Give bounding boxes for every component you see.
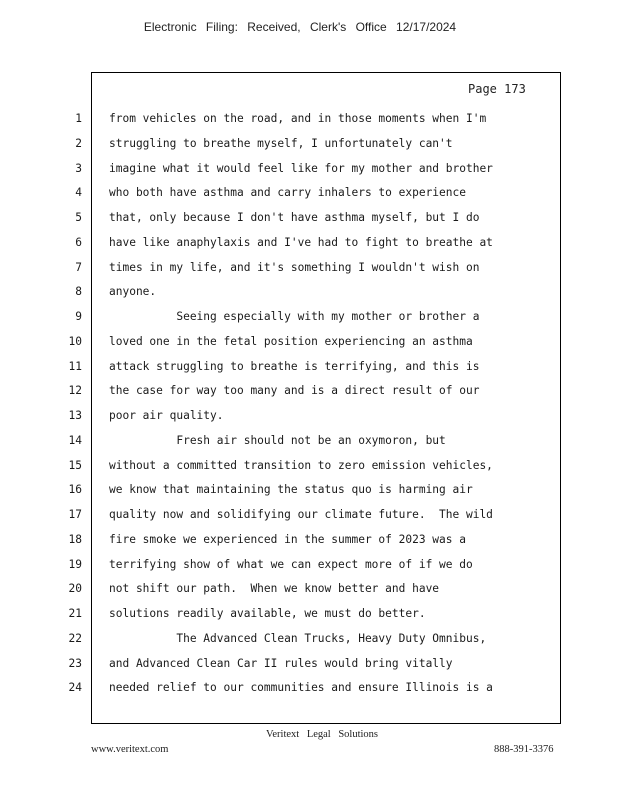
line-text: who both have asthma and carry inhalers to experience [109,186,466,200]
line-text: times in my life, and it's something I wouldn't wish on [109,260,480,274]
line-number: 1 [75,112,82,125]
transcript-line [0,183,618,203]
transcript-line [0,307,618,327]
line-number: 15 [68,458,82,472]
footer-website: www.veritext.com [91,744,169,755]
filing-stamp: Electronic Filing: Received, Clerk's Office 12/17/2024 [143,20,457,34]
line-text: from vehicles on the road, and in those moments when I'm [109,112,487,125]
transcript-line [0,629,618,649]
line-number: 5 [75,211,82,224]
transcript-line [0,258,618,278]
line-number: 8 [75,285,82,299]
transcript-line [0,233,618,253]
transcript-line [0,678,618,698]
line-text: needed relief to our communities and ensure Illinois is a [109,681,493,695]
line-number: 2 [75,136,82,150]
line-text: quality now and solidifying our climate future. The wild [109,508,493,521]
line-text: attack struggling to breathe is terrifying, and this is [109,359,480,373]
line-number: 12 [68,384,82,398]
line-number: 9 [75,310,82,323]
line-number: 13 [68,409,82,422]
line-text: fire smoke we experienced in the summer of 2023 was a [109,532,466,546]
line-text: loved one in the fetal position experiencing an asthma [109,334,473,348]
transcript-line [0,456,618,476]
line-number: 18 [68,532,82,546]
line-text: The Advanced Clean Trucks, Heavy Duty Omnibus, [109,631,487,645]
line-number: 3 [75,161,82,175]
transcript-line [0,555,618,575]
transcript-line [0,505,618,525]
line-text: without a committed transition to zero emission vehicles, [109,458,493,472]
transcript-line [0,480,618,500]
transcript-line [0,134,618,154]
line-number: 14 [68,433,82,447]
line-number: 17 [68,508,82,521]
transcript-line [0,159,618,179]
transcript-line [0,332,618,352]
page-number: Page 173 [468,82,526,96]
line-text: Seeing especially with my mother or brother a [109,310,480,323]
line-text: the case for way too many and is a direct result of our [109,384,480,398]
footer-company: Veritext Legal Solutions [265,729,379,740]
transcript-line [0,579,618,599]
line-text: terrifying show of what we can expect more of if we do [109,557,473,571]
line-text: struggling to breathe myself, I unfortunately can't [109,136,453,150]
line-number: 4 [75,186,82,200]
line-number: 23 [68,656,82,670]
transcript-line [0,282,618,302]
transcript-line [0,208,618,228]
line-text: imagine what it would feel like for my mother and brother [109,161,493,175]
line-text: anyone. [109,285,157,299]
line-number: 11 [68,359,82,373]
transcript-line [0,604,618,624]
transcript-line [0,109,618,129]
line-text: not shift our path. When we know better and have [109,582,440,596]
transcript-line [0,357,618,377]
line-number: 22 [68,631,82,645]
transcript-line [0,406,618,426]
line-text: that, only because I don't have asthma myself, but I do [109,211,480,224]
line-number: 19 [68,557,82,571]
transcript-line [0,530,618,550]
line-text: poor air quality. [109,409,224,422]
transcript-line [0,654,618,674]
line-text: and Advanced Clean Car II rules would bring vitally [109,656,453,670]
line-number: 7 [75,260,82,274]
transcript-line [0,431,618,451]
line-number: 21 [68,607,82,620]
footer-phone: 888-391-3376 [494,744,554,755]
transcript-line [0,381,618,401]
line-number: 16 [68,483,82,497]
line-number: 6 [75,235,82,249]
line-number: 10 [68,334,82,348]
line-text: have like anaphylaxis and I've had to fight to breathe at [109,235,493,249]
line-number: 24 [68,681,82,695]
line-text: Fresh air should not be an oxymoron, but [109,433,446,447]
line-text: we know that maintaining the status quo is harming air [109,483,473,497]
line-text: solutions readily available, we must do better. [109,607,426,620]
line-number: 20 [68,582,82,596]
